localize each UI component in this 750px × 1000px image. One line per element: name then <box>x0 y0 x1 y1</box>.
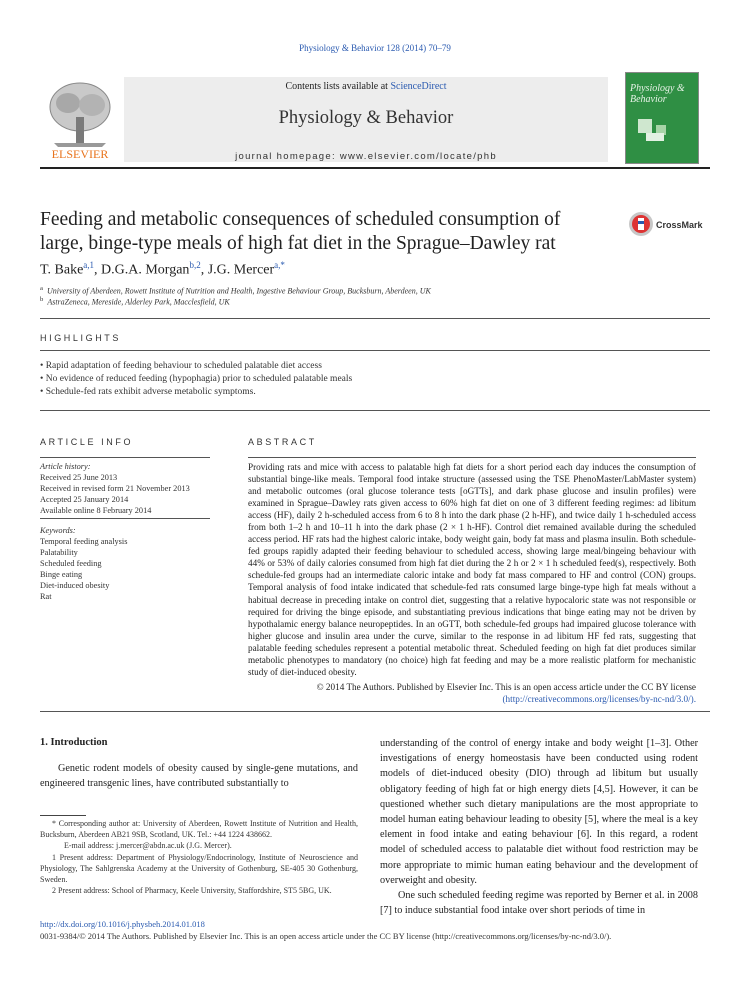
keyword: Diet-induced obesity <box>40 581 110 590</box>
doi-link[interactable]: http://dx.doi.org/10.1016/j.physbeh.2014.01.018 <box>40 919 205 929</box>
keyword: Palatability <box>40 548 78 557</box>
abstract-rule <box>248 457 696 458</box>
history-item: Received 25 June 2013 <box>40 473 118 482</box>
footnote-rule <box>40 815 86 816</box>
footnote: 1 Present address: Department of Physiology/Endocrinology, Institute of Neuroscience and Physiology, The Sahlgrenska Academy at the University of Gothenburg, SE-405 30 Gothenburg, Sweden. <box>40 852 358 885</box>
contents-prefix: Contents lists available at <box>285 81 391 92</box>
journal-cover-thumbnail[interactable] <box>625 72 699 164</box>
keyword: Rat <box>40 592 52 601</box>
history-heading: Article history: <box>40 462 91 471</box>
article-info-heading: ARTICLE INFO <box>40 437 134 447</box>
elsevier-wordmark: ELSEVIER <box>51 147 109 161</box>
author-affiliation-marker[interactable]: a,1 <box>83 260 95 270</box>
keyword: Scheduled feeding <box>40 559 102 568</box>
section-rule <box>40 350 710 351</box>
author-separator: , <box>94 262 102 278</box>
crossmark-badge[interactable] <box>628 210 708 238</box>
affiliation-b: $^b$ AstraZeneca, Mereside, Alderley Park, Macclesfield, UK <box>40 296 230 307</box>
history-item: Available online 8 February 2014 <box>40 506 152 515</box>
article-title: Feeding and metabolic consequences of scheduled consumption of large, binge-type meals of high fat diet in the Sprague–Dawley rat <box>40 209 561 254</box>
footnote-email[interactable]: E-mail address: j.mercer@abdn.ac.uk (J.G. Mercer). <box>64 841 232 851</box>
footnotes <box>40 818 358 896</box>
highlight-item: • Schedule-fed rats exhibit adverse metabolic symptoms. <box>40 387 256 397</box>
keywords-heading: Keywords: <box>40 526 76 535</box>
author-affiliation-marker[interactable]: b,2 <box>189 260 201 270</box>
sciencedirect-link[interactable]: ScienceDirect <box>390 81 447 92</box>
keywords <box>40 525 220 602</box>
contents-line <box>124 81 608 92</box>
journal-homepage[interactable]: journal homepage: www.elsevier.com/locate/phb <box>235 151 497 162</box>
highlight-item: • Rapid adaptation of feeding behaviour to scheduled palatable diet access <box>40 361 322 371</box>
section-rule <box>40 318 710 319</box>
author-name[interactable]: J.G. Mercer <box>207 262 275 278</box>
article-history <box>40 461 220 516</box>
affiliation-a: $^a$ University of Aberdeen, Rowett Institute of Nutrition and Health, Ingestive Behaviour Group, Bucksburn, Aberdeen, UK <box>40 285 431 296</box>
info-divider <box>40 518 210 519</box>
crossmark-label: CrossMark <box>656 220 703 230</box>
abstract-text: Providing rats and mice with access to palatable high fat diets for a short period each day induces the consumption of substantial binge-like meals. Temporal food intake structure (assessed using the TSE PhenoMaster/LabMaster system) and metabolic outcomes (oral glucose tolerance tests [oGTTs], and dark phase glucose and insulin profiles) were examined in Sprague–Dawley rats given access to 60% high fat diet on one of 3 different feeding regimes: ad libitum access (HF), daily 2 h-scheduled access from 6 to 8 h into the dark phase (2 h-HF), and twice daily 1 h-scheduled access from both 1–2 h and 10–11 h into the dark phase (2 × 1 h-HF). Control diet remained available during the scheduled access period. HF rats had the highest caloric intake, body weight gain, body fat mass and plasma insulin. Both schedule-fed groups rapidly adapted their feeding behaviour to scheduled access, showing large meal/bingeing behaviour with 44% or 53% of daily calories consumed from high fat diet during the 2 h or 2 × 1 h scheduled feed(s), respectively. Both schedule-fed groups had an intermediate caloric intake and body fat mass compared to HF and control (CON) groups. Temporal analysis of food intake indicated that schedule-fed rats consumed large binge-type high fat meals without a habitual decrease in preceding intake on control diet, suggesting that a relative hypocaloric state was not responsible or required for driving the binge episode, and substantiating previous indications that binge eating may not be driven by hypothalamic energy balance neuropeptides. In an oGTT, both schedule-fed groups had impaired glucose tolerance with higher glucose and insulin area under the curve, similar to the response in ad libitum HF fed rats, suggesting that palatable feeding schedules represent a potential metabolic threat. Scheduled feeding on high fat diet produces similar metabolic phenotypes to mandatory (no choice) high fat feeding and may be a more realistic platform for mechanistic study of diet-induced obesity. <box>248 462 696 677</box>
abstract-heading: ABSTRACT <box>248 437 317 447</box>
elsevier-logo <box>40 77 120 161</box>
introduction-heading: 1. Introduction <box>40 737 108 748</box>
journal-name: Physiology & Behavior <box>278 108 454 128</box>
info-rule <box>40 457 210 458</box>
journal-reference[interactable]: Physiology & Behavior 128 (2014) 70–79 <box>299 43 451 53</box>
license-link[interactable]: (http://creativecommons.org/licenses/by-nc-nd/3.0/). <box>502 694 696 705</box>
cover-title: Physiology & Behavior <box>630 83 685 105</box>
header-rule <box>40 167 710 169</box>
introduction-paragraph: One such scheduled feeding regime was reported by Berner et al. in 2008 [7] to induce substantial food intake over short periods of time in <box>380 890 698 917</box>
abstract-copyright: © 2014 The Authors. Published by Elsevier Inc. This is an open access article under the CC BY license (http://creativecommons.org/licenses/by-nc-nd/3.0/). <box>316 682 696 705</box>
keyword: Temporal feeding analysis <box>40 537 128 546</box>
introduction-paragraph: Genetic rodent models of obesity caused by single-gene mutations, and engineered transgenic lines, have contributed substantially to <box>40 763 358 790</box>
keyword: Binge eating <box>40 570 83 579</box>
author-name[interactable]: D.G.A. Morgan <box>101 262 190 278</box>
author-name[interactable]: T. Bake <box>40 262 84 278</box>
author-separator: , <box>200 262 208 278</box>
highlights-heading: HIGHLIGHTS <box>40 333 122 343</box>
introduction-paragraph: understanding of the control of energy intake and body weight [1–3]. Other investigations of energy homeostasis have been conducted using rodent models of diet-induced obesity (DIO) through ad libitum but usually obligatory feeding of high fat or high energy diets [4,5]. However, it can be questioned whether such dietary manipulations are the most appropriate to model human eating behaviour leading to obesity [5], where the meal is a key element in food intake and eating behaviour [6]. In this regard, a rodent model of scheduled access to palatable diet without food restriction may be more appropriate to mimic human eating behaviour and the development of overweight and obesity. <box>380 738 698 886</box>
section-rule <box>40 410 710 411</box>
issn-line: 0031-9384/© 2014 The Authors. Published by Elsevier Inc. This is an open access article under the CC BY license (http://creativecommons.org/licenses/by-nc-nd/3.0/). <box>40 931 612 941</box>
author-affiliation-marker[interactable]: a,* <box>274 260 285 270</box>
footnote: * Corresponding author at: University of Aberdeen, Rowett Institute of Nutrition and Health, Bucksburn, Aberdeen AB21 9SB, Scotland, UK. Tel.: +44 1224 438662. <box>40 819 358 840</box>
highlight-item: • No evidence of reduced feeding (hypophagia) prior to scheduled palatable meals <box>40 374 353 384</box>
right-column <box>380 736 698 918</box>
footnote: 2 Present address: School of Pharmacy, Keele University, Staffordshire, ST5 5BG, UK. <box>52 886 332 896</box>
author-list <box>40 260 285 279</box>
history-item: Received in revised form 21 November 2013 <box>40 484 190 493</box>
history-item: Accepted 25 January 2014 <box>40 495 129 504</box>
section-rule <box>40 711 710 712</box>
